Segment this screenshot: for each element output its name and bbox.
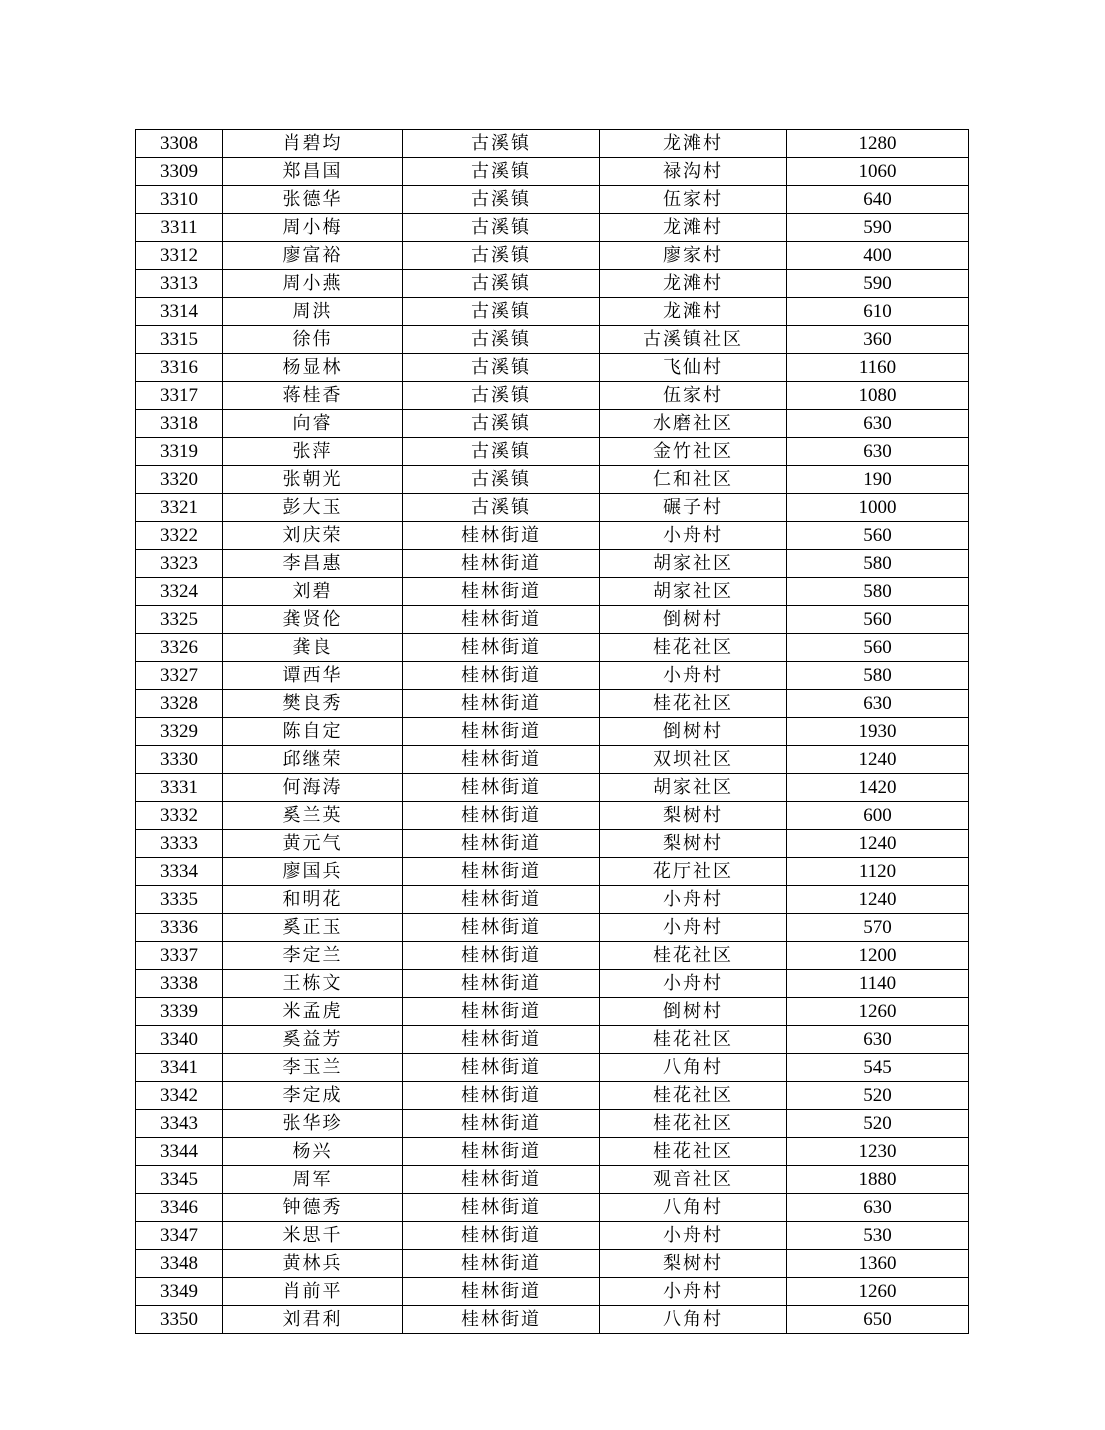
name-cell: 周洪 [223,298,403,326]
table-row [136,1054,969,1082]
village-cell: 小舟村 [600,522,787,550]
village-cell: 桂花社区 [600,634,787,662]
amount-cell: 560 [787,606,969,634]
serial-number-cell: 3336 [136,914,223,942]
town-cell: 桂林街道 [403,774,600,802]
name-cell: 李昌惠 [223,550,403,578]
name-cell: 周小梅 [223,214,403,242]
village-cell: 龙滩村 [600,214,787,242]
table-row [136,130,969,158]
town-cell: 古溪镇 [403,326,600,354]
serial-number-cell: 3323 [136,550,223,578]
amount-cell: 560 [787,522,969,550]
table-row [136,942,969,970]
amount-cell: 520 [787,1082,969,1110]
village-cell: 伍家村 [600,186,787,214]
serial-number-cell: 3324 [136,578,223,606]
name-cell: 米思千 [223,1222,403,1250]
town-cell: 古溪镇 [403,354,600,382]
serial-number-cell: 3337 [136,942,223,970]
name-cell: 张萍 [223,438,403,466]
serial-number-cell: 3322 [136,522,223,550]
village-cell: 水磨社区 [600,410,787,438]
table-row [136,1278,969,1306]
amount-cell: 590 [787,270,969,298]
town-cell: 古溪镇 [403,186,600,214]
table-row [136,1194,969,1222]
village-cell: 胡家社区 [600,578,787,606]
amount-cell: 630 [787,1026,969,1054]
table-row [136,802,969,830]
village-cell: 八角村 [600,1194,787,1222]
table-row [136,662,969,690]
data-table [135,129,969,1334]
table-row [136,1250,969,1278]
serial-number-cell: 3345 [136,1166,223,1194]
serial-number-cell: 3349 [136,1278,223,1306]
serial-number-cell: 3347 [136,1222,223,1250]
amount-cell: 1240 [787,886,969,914]
table-row [136,410,969,438]
serial-number-cell: 3346 [136,1194,223,1222]
town-cell: 桂林街道 [403,1054,600,1082]
serial-number-cell: 3319 [136,438,223,466]
serial-number-cell: 3331 [136,774,223,802]
amount-cell: 570 [787,914,969,942]
table-row [136,1026,969,1054]
table-body [136,130,969,1334]
town-cell: 古溪镇 [403,494,600,522]
town-cell: 桂林街道 [403,942,600,970]
table-row [136,914,969,942]
town-cell: 桂林街道 [403,550,600,578]
name-cell: 奚兰英 [223,802,403,830]
village-cell: 倒树村 [600,606,787,634]
amount-cell: 630 [787,1194,969,1222]
amount-cell: 1880 [787,1166,969,1194]
town-cell: 桂林街道 [403,1138,600,1166]
amount-cell: 1120 [787,858,969,886]
table-row [136,1222,969,1250]
table-row [136,550,969,578]
town-cell: 桂林街道 [403,1110,600,1138]
table-row [136,438,969,466]
serial-number-cell: 3309 [136,158,223,186]
amount-cell: 630 [787,438,969,466]
table-row [136,382,969,410]
amount-cell: 1280 [787,130,969,158]
village-cell: 禄沟村 [600,158,787,186]
name-cell: 钟德秀 [223,1194,403,1222]
town-cell: 桂林街道 [403,830,600,858]
serial-number-cell: 3350 [136,1306,223,1334]
serial-number-cell: 3316 [136,354,223,382]
amount-cell: 1080 [787,382,969,410]
village-cell: 桂花社区 [600,942,787,970]
serial-number-cell: 3321 [136,494,223,522]
amount-cell: 1240 [787,746,969,774]
town-cell: 桂林街道 [403,634,600,662]
table-row [136,214,969,242]
village-cell: 伍家村 [600,382,787,410]
table-row [136,970,969,998]
amount-cell: 1420 [787,774,969,802]
table-row [136,1306,969,1334]
town-cell: 桂林街道 [403,662,600,690]
serial-number-cell: 3342 [136,1082,223,1110]
village-cell: 小舟村 [600,662,787,690]
town-cell: 古溪镇 [403,382,600,410]
table-row [136,578,969,606]
town-cell: 桂林街道 [403,1194,600,1222]
serial-number-cell: 3330 [136,746,223,774]
village-cell: 龙滩村 [600,298,787,326]
name-cell: 杨兴 [223,1138,403,1166]
table-row [136,634,969,662]
village-cell: 双坝社区 [600,746,787,774]
village-cell: 碾子村 [600,494,787,522]
village-cell: 倒树村 [600,718,787,746]
table-row [136,1110,969,1138]
name-cell: 向睿 [223,410,403,438]
amount-cell: 610 [787,298,969,326]
amount-cell: 1140 [787,970,969,998]
village-cell: 小舟村 [600,970,787,998]
town-cell: 桂林街道 [403,1026,600,1054]
name-cell: 徐伟 [223,326,403,354]
village-cell: 八角村 [600,1306,787,1334]
name-cell: 周小燕 [223,270,403,298]
amount-cell: 400 [787,242,969,270]
amount-cell: 580 [787,550,969,578]
village-cell: 梨树村 [600,830,787,858]
serial-number-cell: 3312 [136,242,223,270]
town-cell: 古溪镇 [403,242,600,270]
table-row [136,186,969,214]
serial-number-cell: 3343 [136,1110,223,1138]
serial-number-cell: 3308 [136,130,223,158]
serial-number-cell: 3340 [136,1026,223,1054]
amount-cell: 1240 [787,830,969,858]
town-cell: 桂林街道 [403,690,600,718]
town-cell: 桂林街道 [403,746,600,774]
amount-cell: 1930 [787,718,969,746]
name-cell: 奚正玉 [223,914,403,942]
town-cell: 桂林街道 [403,886,600,914]
town-cell: 古溪镇 [403,158,600,186]
serial-number-cell: 3326 [136,634,223,662]
table-row [136,690,969,718]
amount-cell: 1000 [787,494,969,522]
table-row [136,1082,969,1110]
name-cell: 奚益芳 [223,1026,403,1054]
village-cell: 桂花社区 [600,1138,787,1166]
village-cell: 胡家社区 [600,774,787,802]
town-cell: 桂林街道 [403,914,600,942]
name-cell: 王栋文 [223,970,403,998]
name-cell: 樊良秀 [223,690,403,718]
amount-cell: 1200 [787,942,969,970]
village-cell: 小舟村 [600,886,787,914]
serial-number-cell: 3338 [136,970,223,998]
name-cell: 李玉兰 [223,1054,403,1082]
village-cell: 八角村 [600,1054,787,1082]
serial-number-cell: 3315 [136,326,223,354]
town-cell: 古溪镇 [403,466,600,494]
village-cell: 花厅社区 [600,858,787,886]
name-cell: 周军 [223,1166,403,1194]
serial-number-cell: 3335 [136,886,223,914]
table-row [136,242,969,270]
name-cell: 谭西华 [223,662,403,690]
serial-number-cell: 3334 [136,858,223,886]
table-row [136,1166,969,1194]
name-cell: 邱继荣 [223,746,403,774]
name-cell: 蒋桂香 [223,382,403,410]
amount-cell: 630 [787,410,969,438]
table-row [136,522,969,550]
town-cell: 古溪镇 [403,214,600,242]
amount-cell: 650 [787,1306,969,1334]
town-cell: 桂林街道 [403,578,600,606]
table-row [136,326,969,354]
town-cell: 古溪镇 [403,130,600,158]
town-cell: 桂林街道 [403,802,600,830]
name-cell: 郑昌国 [223,158,403,186]
name-cell: 黄元气 [223,830,403,858]
name-cell: 龚良 [223,634,403,662]
name-cell: 黄林兵 [223,1250,403,1278]
table-row [136,606,969,634]
town-cell: 桂林街道 [403,718,600,746]
village-cell: 倒树村 [600,998,787,1026]
name-cell: 和明花 [223,886,403,914]
table-row [136,746,969,774]
amount-cell: 640 [787,186,969,214]
serial-number-cell: 3341 [136,1054,223,1082]
village-cell: 仁和社区 [600,466,787,494]
amount-cell: 1260 [787,998,969,1026]
amount-cell: 190 [787,466,969,494]
town-cell: 桂林街道 [403,606,600,634]
amount-cell: 1160 [787,354,969,382]
serial-number-cell: 3318 [136,410,223,438]
name-cell: 张朝光 [223,466,403,494]
village-cell: 桂花社区 [600,1026,787,1054]
town-cell: 桂林街道 [403,998,600,1026]
serial-number-cell: 3339 [136,998,223,1026]
village-cell: 梨树村 [600,802,787,830]
village-cell: 桂花社区 [600,690,787,718]
town-cell: 古溪镇 [403,438,600,466]
table-row [136,774,969,802]
amount-cell: 520 [787,1110,969,1138]
village-cell: 飞仙村 [600,354,787,382]
town-cell: 桂林街道 [403,858,600,886]
town-cell: 古溪镇 [403,270,600,298]
name-cell: 彭大玉 [223,494,403,522]
amount-cell: 1060 [787,158,969,186]
village-cell: 金竹社区 [600,438,787,466]
serial-number-cell: 3327 [136,662,223,690]
town-cell: 桂林街道 [403,522,600,550]
amount-cell: 580 [787,578,969,606]
amount-cell: 1360 [787,1250,969,1278]
serial-number-cell: 3332 [136,802,223,830]
name-cell: 龚贤伦 [223,606,403,634]
amount-cell: 580 [787,662,969,690]
town-cell: 桂林街道 [403,1082,600,1110]
village-cell: 廖家村 [600,242,787,270]
table-row [136,466,969,494]
serial-number-cell: 3333 [136,830,223,858]
name-cell: 米孟虎 [223,998,403,1026]
town-cell: 桂林街道 [403,1250,600,1278]
name-cell: 杨显林 [223,354,403,382]
name-cell: 张德华 [223,186,403,214]
table-row [136,354,969,382]
town-cell: 桂林街道 [403,970,600,998]
amount-cell: 1260 [787,1278,969,1306]
town-cell: 古溪镇 [403,410,600,438]
town-cell: 桂林街道 [403,1278,600,1306]
name-cell: 廖国兵 [223,858,403,886]
amount-cell: 590 [787,214,969,242]
amount-cell: 530 [787,1222,969,1250]
amount-cell: 360 [787,326,969,354]
serial-number-cell: 3310 [136,186,223,214]
serial-number-cell: 3328 [136,690,223,718]
village-cell: 龙滩村 [600,270,787,298]
village-cell: 桂花社区 [600,1110,787,1138]
table-row [136,270,969,298]
name-cell: 陈自定 [223,718,403,746]
name-cell: 李定兰 [223,942,403,970]
name-cell: 张华珍 [223,1110,403,1138]
serial-number-cell: 3325 [136,606,223,634]
serial-number-cell: 3329 [136,718,223,746]
table-row [136,998,969,1026]
table-row [136,718,969,746]
name-cell: 刘碧 [223,578,403,606]
village-cell: 桂花社区 [600,1082,787,1110]
serial-number-cell: 3320 [136,466,223,494]
table-row [136,830,969,858]
serial-number-cell: 3311 [136,214,223,242]
village-cell: 小舟村 [600,1278,787,1306]
village-cell: 梨树村 [600,1250,787,1278]
name-cell: 何海涛 [223,774,403,802]
name-cell: 肖前平 [223,1278,403,1306]
name-cell: 刘庆荣 [223,522,403,550]
amount-cell: 600 [787,802,969,830]
village-cell: 观音社区 [600,1166,787,1194]
serial-number-cell: 3348 [136,1250,223,1278]
table-row [136,1138,969,1166]
name-cell: 刘君利 [223,1306,403,1334]
amount-cell: 630 [787,690,969,718]
village-cell: 龙滩村 [600,130,787,158]
table-row [136,858,969,886]
amount-cell: 1230 [787,1138,969,1166]
name-cell: 廖富裕 [223,242,403,270]
village-cell: 小舟村 [600,1222,787,1250]
town-cell: 古溪镇 [403,298,600,326]
table-row [136,158,969,186]
serial-number-cell: 3313 [136,270,223,298]
amount-cell: 560 [787,634,969,662]
village-cell: 胡家社区 [600,550,787,578]
serial-number-cell: 3317 [136,382,223,410]
town-cell: 桂林街道 [403,1306,600,1334]
town-cell: 桂林街道 [403,1222,600,1250]
name-cell: 李定成 [223,1082,403,1110]
serial-number-cell: 3344 [136,1138,223,1166]
table-row [136,886,969,914]
name-cell: 肖碧均 [223,130,403,158]
serial-number-cell: 3314 [136,298,223,326]
table-row [136,298,969,326]
town-cell: 桂林街道 [403,1166,600,1194]
amount-cell: 545 [787,1054,969,1082]
table-row [136,494,969,522]
village-cell: 小舟村 [600,914,787,942]
village-cell: 古溪镇社区 [600,326,787,354]
